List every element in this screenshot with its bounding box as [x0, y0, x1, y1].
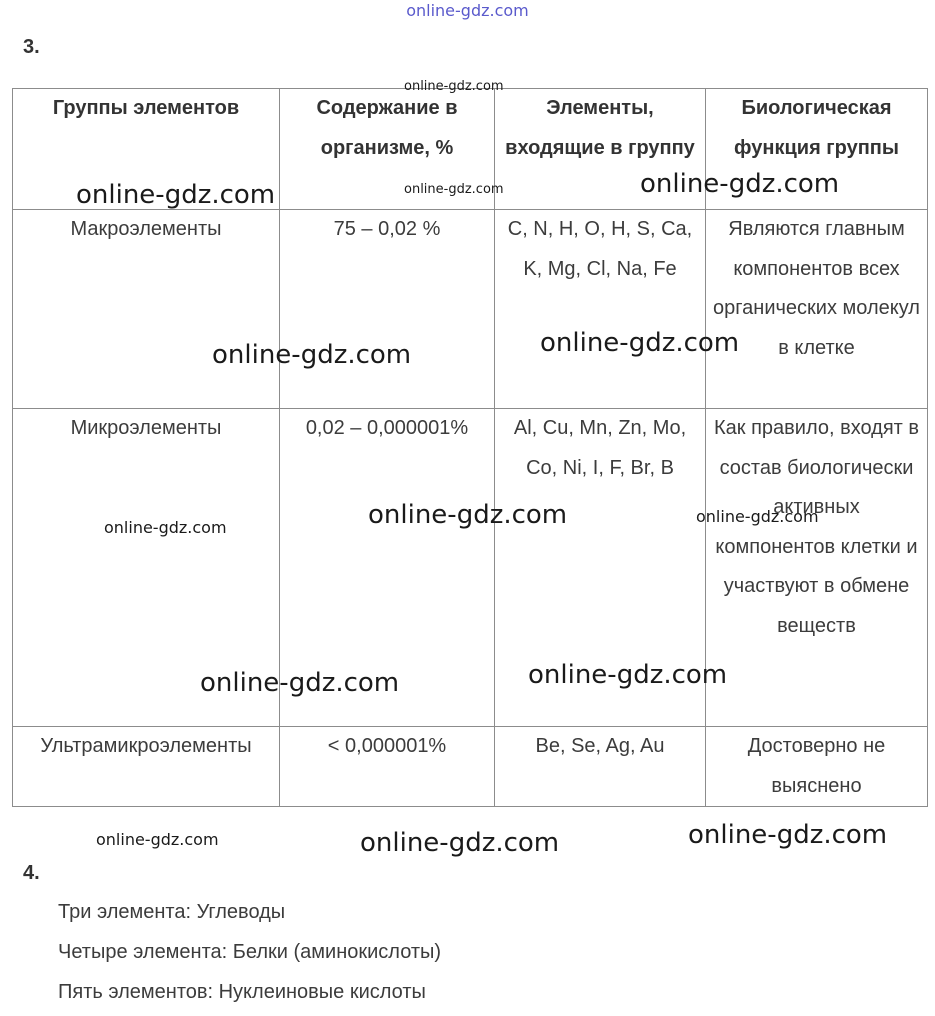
table-row	[13, 210, 928, 409]
watermark: online-gdz.com	[76, 180, 276, 210]
header-content: Содержание в организме, %	[280, 89, 495, 210]
watermark: online-gdz.com	[212, 340, 412, 370]
watermark: online-gdz.com	[360, 828, 560, 858]
watermark: online-gdz.com	[540, 328, 740, 358]
watermark: online-gdz.com	[104, 518, 227, 537]
watermark: online-gdz.com	[368, 500, 568, 530]
header-groups: Группы элементов	[13, 89, 280, 210]
table-row	[13, 727, 928, 807]
section-4-number: 4.	[23, 862, 40, 884]
list-item: Четыре элемента: Белки (аминокислоты)	[58, 941, 442, 963]
list-item: Пять элементов: Нуклеиновые кислоты	[58, 981, 426, 1003]
cell-group: Ультрамикроэлементы	[13, 727, 280, 807]
watermark: online-gdz.com	[404, 79, 504, 94]
list-item: Три элемента: Углеводы	[58, 901, 286, 923]
cell-content: < 0,000001%	[280, 727, 495, 807]
watermark-top: online-gdz.com	[406, 1, 529, 20]
watermark: online-gdz.com	[640, 169, 840, 199]
cell-function: Как правило, входят в состав биологически активных компонентов клетки и участвуют в обмене веществ	[706, 409, 928, 727]
watermark: online-gdz.com	[696, 507, 819, 526]
cell-content: 75 – 0,02 %	[280, 210, 495, 409]
cell-elements: Al, Cu, Mn, Zn, Mo, Co, Ni, I, F, Br, B	[495, 409, 706, 727]
watermark: online-gdz.com	[200, 668, 400, 698]
header-elements: Элементы, входящие в группу	[495, 89, 706, 210]
cell-group: Микроэлементы	[13, 409, 280, 727]
table-row	[13, 409, 928, 727]
cell-content: 0,02 – 0,000001%	[280, 409, 495, 727]
watermark: online-gdz.com	[96, 830, 219, 849]
cell-elements: C, N, H, O, H, S, Ca, K, Mg, Cl, Na, Fe	[495, 210, 706, 409]
section-3-number: 3.	[23, 36, 40, 58]
watermark: online-gdz.com	[688, 820, 888, 850]
header-function: Биологическая функция группы	[706, 89, 928, 210]
cell-function: Достоверно не выяснено	[706, 727, 928, 807]
cell-group: Макроэлементы	[13, 210, 280, 409]
cell-elements: Be, Se, Ag, Au	[495, 727, 706, 807]
cell-function: Являются главным компонентов всех органических молекул в клетке	[706, 210, 928, 409]
watermark: online-gdz.com	[404, 182, 504, 197]
watermark: online-gdz.com	[528, 660, 728, 690]
